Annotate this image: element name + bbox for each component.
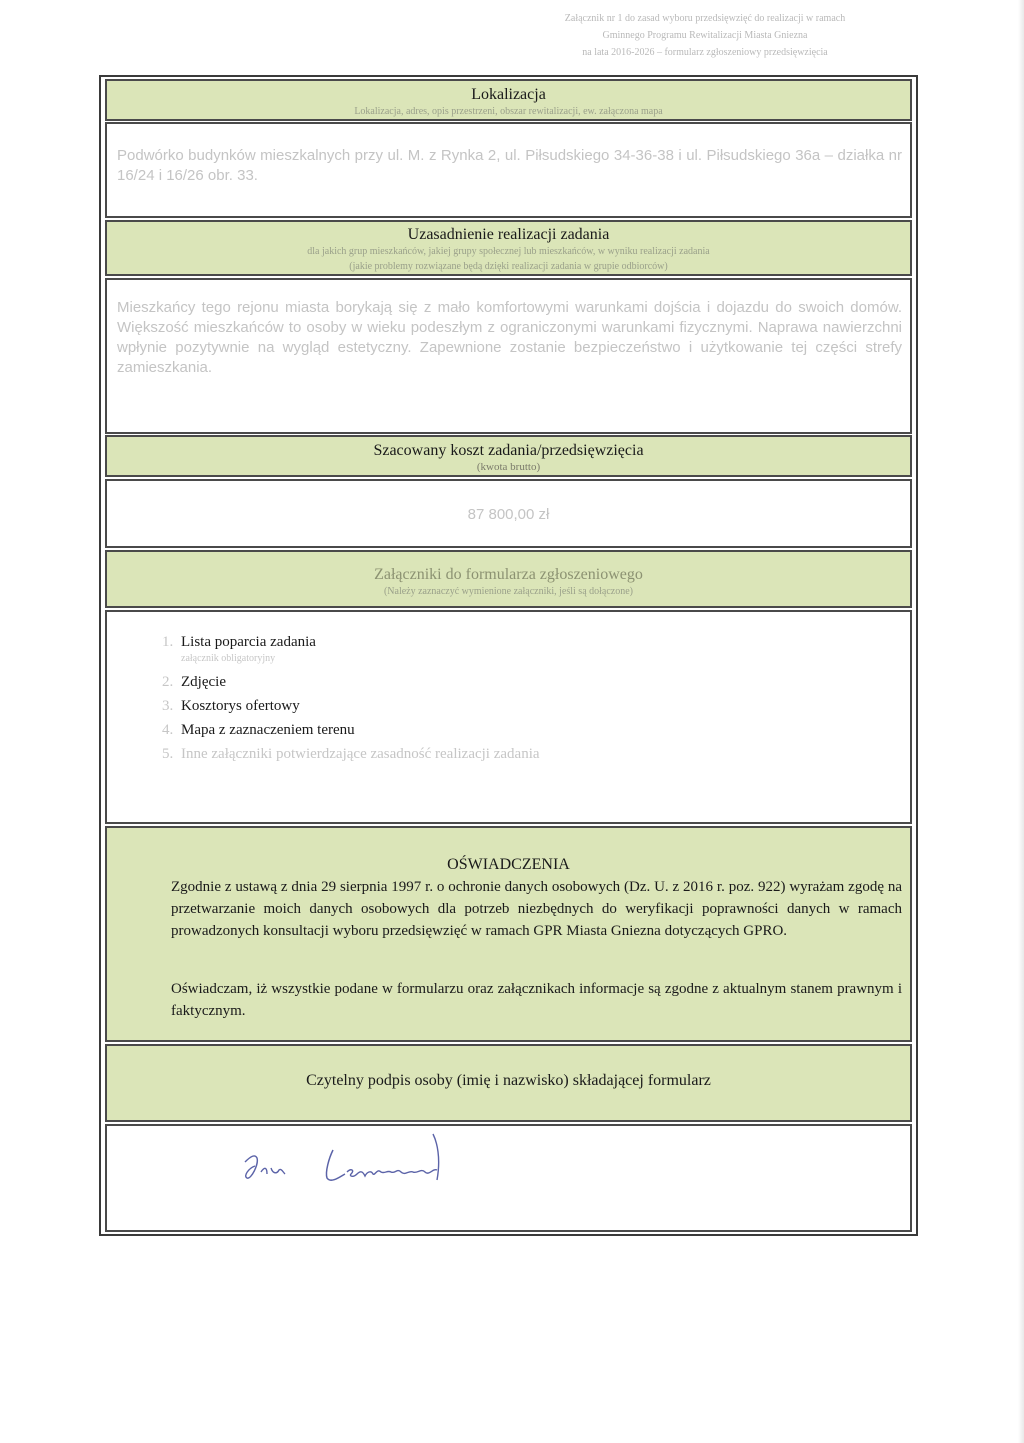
cost-field[interactable] — [105, 479, 912, 548]
attachment-item-4 — [177, 718, 910, 742]
attachment-label: Mapa z zaznaczeniem terenu — [181, 722, 355, 738]
header-note-line-3: na lata 2016-2026 – formularz zgłoszeniowy przedsięwzięcia — [582, 47, 828, 58]
justification-subtitle-2: (jakie problemy rozwiązane będą dzięki realizacji zadania w grupie odbiorców) — [349, 261, 668, 272]
attachments-header — [105, 550, 912, 608]
attachments-title: Załączniki do formularza zgłoszeniowego — [374, 566, 643, 583]
header-note-line-2: Gminnego Programu Rewitalizacji Miasta Gniezna — [602, 30, 808, 41]
signature-field[interactable] — [105, 1124, 912, 1232]
header-note-line-1: Załącznik nr 1 do zasad wyboru przedsięwzięć do realizacji w ramach — [564, 13, 846, 24]
justification-header — [105, 220, 912, 276]
justification-text: Mieszkańcy tego rejonu miasta borykają się z mało komfortowymi warunkami dojścia i dojazdu do swoich domów. Większość mieszkańców to osoby w wieku podeszłym z ograniczonymi warunkami fizycznymi. Naprawa nawierzchni wpłynie pozytywnie na wygląd estetyczny. Zapewnione zostanie bezpieczeństwo i użytkowanie tej części strefy zamieszkania. — [117, 299, 902, 376]
attachment-label: Inne załączniki potwierdzające zasadność realizacji zadania — [181, 746, 540, 762]
cost-value: 87 800,00 zł — [467, 506, 550, 523]
location-header — [105, 79, 912, 121]
attachments-field — [105, 610, 912, 824]
attachment-item-3 — [177, 694, 910, 718]
location-text: Podwórko budynków mieszkalnych przy ul. M. z Rynka 2, ul. Piłsudskiego 34-36-38 i ul. Piłsudskiego 36a – działka nr 16/24 i 16/26 obr. 33. — [117, 147, 902, 184]
attachment-label: Kosztorys ofertowy — [181, 698, 300, 714]
attachment-label: Lista poparcia zadania — [181, 634, 316, 650]
attachments-subtitle: (Należy zaznaczyć wymienione załączniki, jeśli są dołączone) — [383, 586, 634, 597]
attachment-note: załącznik obligatoryjny — [181, 653, 276, 664]
scan-edge — [1018, 0, 1024, 1443]
attachment-label: Zdjęcie — [181, 674, 226, 690]
signature-header — [105, 1044, 912, 1122]
justification-subtitle-1: dla jakich grup mieszkańców, jakiej grupy społecznej lub mieszkańców, w wyniku realizacji zadania — [307, 246, 710, 257]
signature-title: Czytelny podpis osoby (imię i nazwisko) składającej formularz — [306, 1072, 711, 1089]
statements-box — [105, 826, 912, 1042]
handwritten-signature — [237, 1128, 477, 1198]
justification-title: Uzasadnienie realizacji zadania — [407, 226, 610, 243]
location-title: Lokalizacja — [471, 86, 546, 103]
attachment-item-1 — [177, 630, 910, 670]
location-field[interactable] — [105, 122, 912, 218]
cost-subtitle: (kwota brutto) — [476, 461, 541, 473]
justification-field[interactable] — [105, 278, 912, 434]
statements-title: OŚWIADCZENIA — [447, 856, 570, 873]
attachments-list — [107, 630, 910, 766]
statements-paragraph-1: Zgodnie z ustawą z dnia 29 sierpnia 1997 r. o ochronie danych osobowych (Dz. U. z 2016 r. poz. 922) wyrażam zgodę na przetwarzanie moich danych osobowych dla potrzeb niezbędnych do weryfikacji poprawności danych w ramach prowadzonych konsultacji wyboru przedsięwzięć w ramach GPR Miasta Gniezna dotyczących GPRO. — [171, 879, 902, 939]
attachment-item-5 — [177, 742, 910, 766]
cost-title: Szacowany koszt zadania/przedsięwzięcia — [373, 442, 644, 459]
cost-header — [105, 435, 912, 477]
statements-paragraph-2: Oświadczam, iż wszystkie podane w formularzu oraz załącznikach informacje są zgodne z aktualnym stanem prawnym i faktycznym. — [171, 981, 902, 1019]
attachment-item-2 — [177, 670, 910, 694]
header-note — [500, 10, 910, 61]
location-subtitle: Lokalizacja, adres, opis przestrzeni, obszar rewitalizacji, ew. załączona mapa — [354, 106, 663, 117]
submission-form — [99, 75, 918, 1236]
